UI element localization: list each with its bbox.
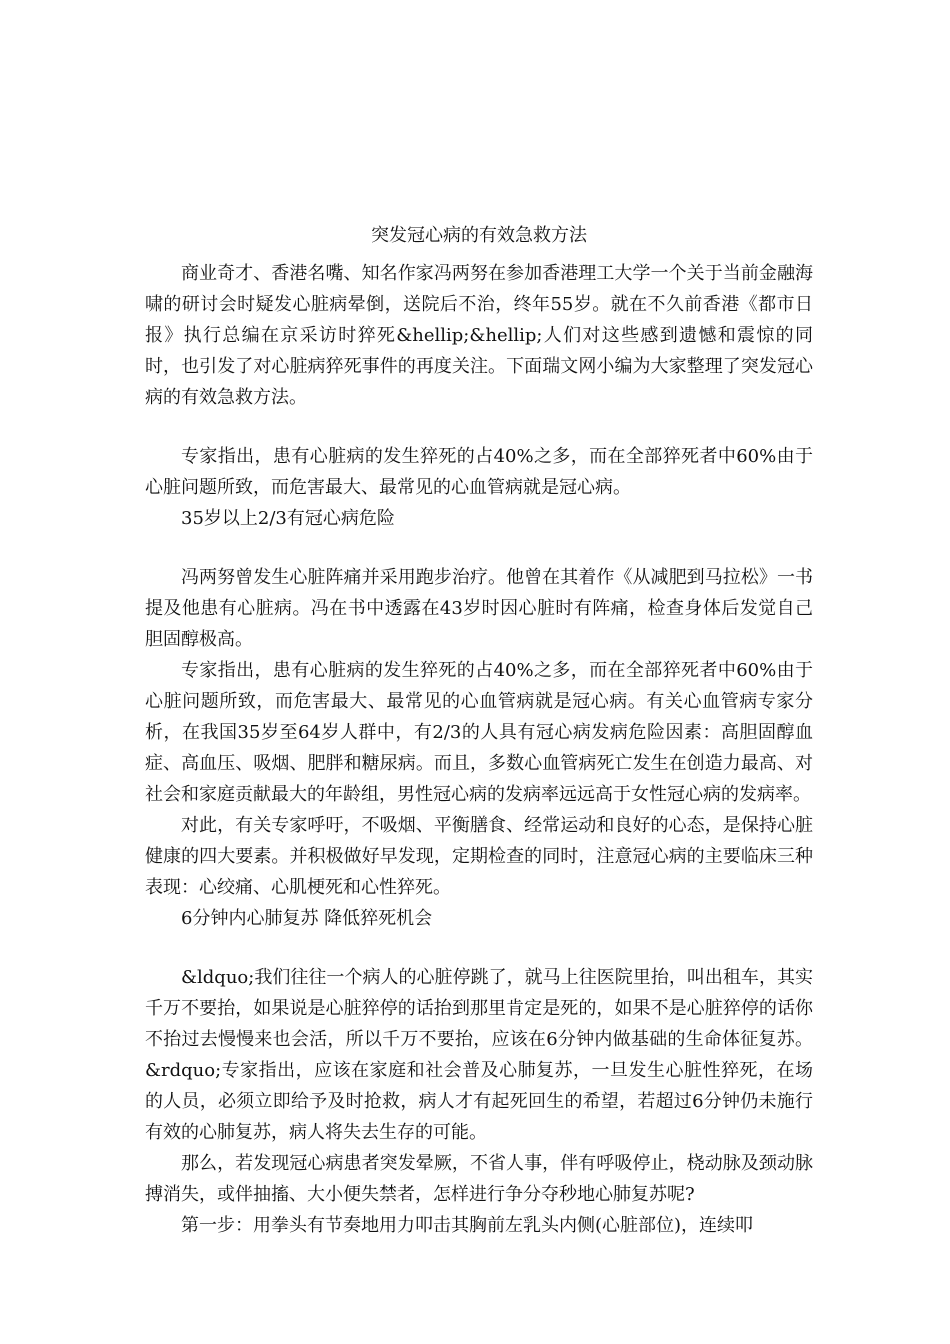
paragraph-prevention: 对此，有关专家呼吁，不吸烟、平衡膳食、经常运动和良好的心态，是保持心脏健康的四大要素。并积极做好早发现，定期检查的同时，注意冠心病的主要临床三种表现：心绞痛、心肌梗死和心性猝死。 [145, 815, 813, 898]
paragraph-gap [145, 413, 813, 441]
section-heading-cpr: 6分钟内心肺复苏 降低猝死机会 [181, 908, 433, 929]
paragraph-question: 那么，若发现冠心病患者突发晕厥，不省人事，伴有呼吸停止，桡动脉及颈动脉搏消失，或伴抽搐、大小便失禁者，怎样进行争分夺秒地心肺复苏呢? [145, 1153, 813, 1205]
paragraph-cpr-quote: &ldquo;我们往往一个病人的心脏停跳了，就马上往医院里抬，叫出租车，其实千万不要抬，如果说是心脏猝停的话抬到那里肯定是死的，如果不是心脏猝停的话你不抬过去慢慢来也会活，所以千万不要抬，应该在6分钟内做基础的生命体征复苏。&rdquo;专家指出，应该在家庭和社会普及心肺复苏，一旦发生心脏性猝死，在场的人员，必须立即给予及时抢救，病人才有起死回生的希望，若超过6分钟仍未施行有效的心肺复苏，病人将失去生存的可能。 [145, 967, 813, 1143]
paragraph-expert-2: 专家指出，患有心脏病的发生猝死的占40%之多，而在全部猝死者中60%由于心脏问题所致，而危害最大、最常见的心血管病就是冠心病。有关心血管病专家分析，在我国35岁至64岁人群中，有2/3的人具有冠心病发病危险因素：高胆固醇血症、高血压、吸烟、肥胖和糖尿病。而且，多数心血管病死亡发生在创造力最高、对社会和家庭贡献最大的年龄组，男性冠心病的发病率远远高于女性冠心病的发病率。 [145, 660, 813, 805]
section-heading-risk: 35岁以上2/3有冠心病危险 [181, 508, 395, 529]
paragraph-gap [145, 934, 813, 962]
paragraph-expert-1: 专家指出，患有心脏病的发生猝死的占40%之多，而在全部猝死者中60%由于心脏问题所致，而危害最大、最常见的心血管病就是冠心病。 [145, 446, 813, 498]
paragraph-intro: 商业奇才、香港名嘴、知名作家冯两努在参加香港理工大学一个关于当前金融海啸的研讨会时疑发心脏病晕倒，送院后不治，终年55岁。就在不久前香港《都市日报》执行总编在京采访时猝死&hellip;&hellip;人们对这些感到遗憾和震惊的同时，也引发了对心脏病猝死事件的再度关注。下面瑞文网小编为大家整理了突发冠心病的有效急救方法。 [145, 263, 813, 408]
paragraph-feng-history: 冯两努曾发生心脏阵痛并采用跑步治疗。他曾在其着作《从减肥到马拉松》一书提及他患有心脏病。冯在书中透露在43岁时因心脏时有阵痛，检查身体后发觉自己胆固醇极高。 [145, 567, 813, 650]
document-page [145, 222, 813, 1241]
paragraph-step-one: 第一步：用拳头有节奏地用力叩击其胸前左乳头内侧(心脏部位)，连续叩 [181, 1215, 754, 1236]
paragraph-gap [145, 534, 813, 562]
document-title: 突发冠心病的有效急救方法 [371, 225, 587, 246]
